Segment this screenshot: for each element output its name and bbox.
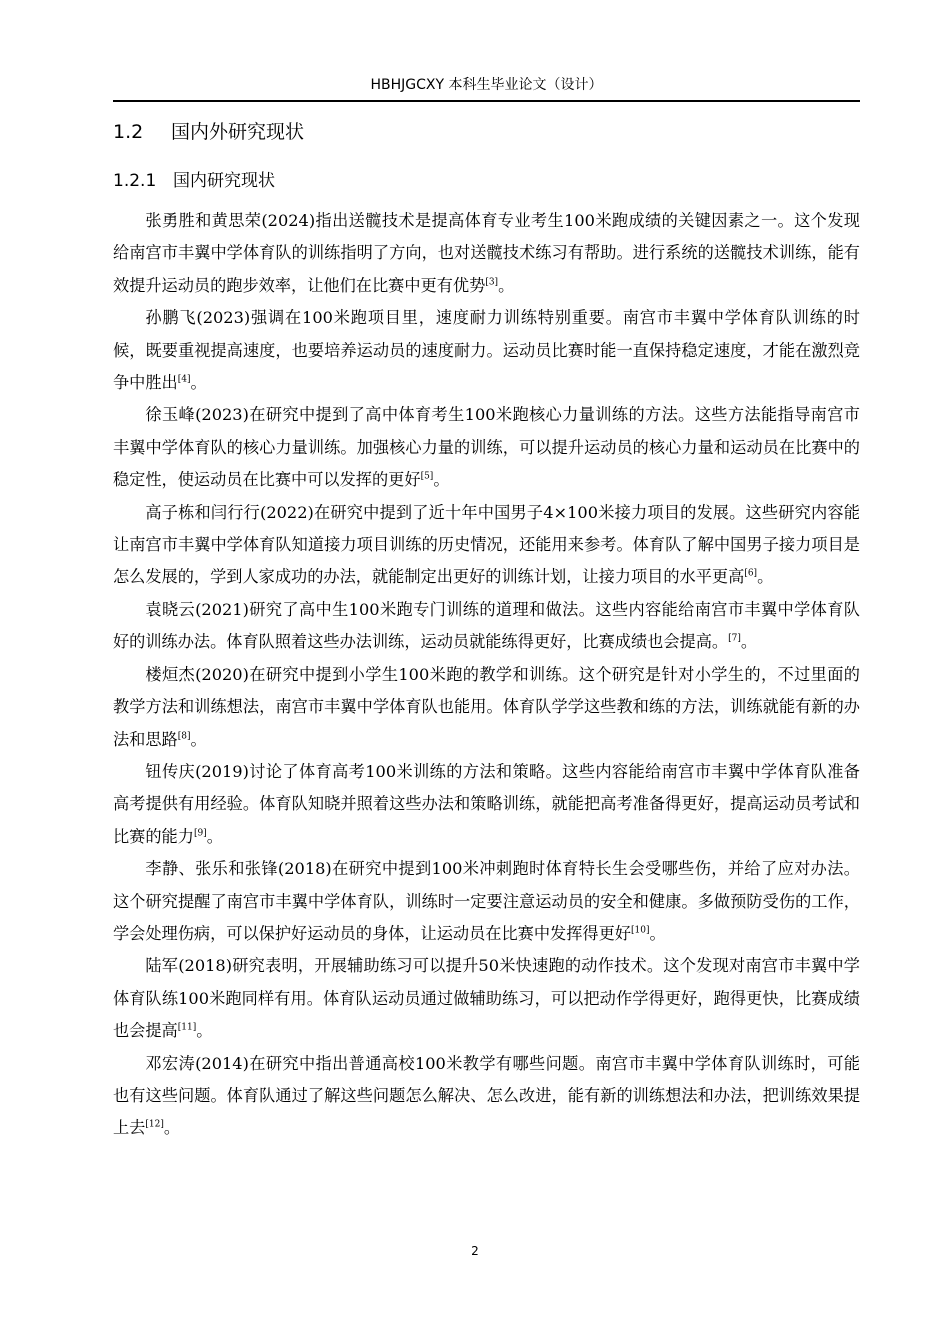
citation-ref: [3]: [485, 277, 499, 288]
paragraph-end: 。: [163, 1118, 181, 1138]
body-text: [113, 205, 860, 1145]
citation-ref: [7]: [728, 633, 741, 644]
header-rule: [113, 100, 860, 102]
paragraph-text: 高子栋和闫行行(2022)在研究中提到了近十年中国男子4×100米接力项目的发展。这些研究内容能让南宫市丰翼中学体育队知道接力项目训练的历史情况，还能用来参考。体育队了解中国男子接力项目是怎么发展的，学到人家成功的办法，就能制定出更好的训练计划，让接力项目的水平更高: [113, 502, 860, 587]
subsection-number: 1.2.1: [113, 171, 157, 191]
paragraph-text: 孙鹏飞(2023)强调在100米跑项目里，速度耐力训练特别重要。南宫市丰翼中学体育队训练的时候，既要重视提高速度，也要培养运动员的速度耐力。运动员比赛时能一直保持稳定速度，才能在激烈竞争中胜出: [113, 308, 860, 393]
paragraph: [113, 302, 860, 399]
citation-ref: [9]: [193, 828, 207, 839]
paragraph-end: 。: [190, 729, 207, 749]
page-number: 2: [471, 1244, 479, 1258]
citation-ref: [10]: [631, 925, 650, 936]
paragraph: [113, 659, 860, 756]
paragraph: [113, 1048, 860, 1145]
citation-ref: [5]: [420, 471, 434, 482]
citation-ref: [6]: [744, 569, 758, 580]
paragraph-text: 邓宏涛(2014)在研究中指出普通高校100米教学有哪些问题。南宫市丰翼中学体育队训练时，可能也有这些问题。体育队通过了解这些问题怎么解决、怎么改进，能有新的训练想法和办法，把训练效果提上去: [113, 1053, 860, 1138]
paragraph: [113, 756, 860, 853]
paragraph-end: 。: [740, 632, 758, 652]
paragraph: [113, 594, 860, 659]
paragraph-text: 钮传庆(2019)讨论了体育高考100米训练的方法和策略。这些内容能给南宫市丰翼中学体育队准备高考提供有用经验。体育队知晓并照着这些办法和策略训练，就能把高考准备得更好，提高运动员考试和比赛的能力: [113, 761, 860, 846]
section-heading: [113, 118, 304, 146]
subsection-heading: [113, 168, 275, 194]
paragraph-end: 。: [433, 470, 450, 490]
paragraph-end: 。: [649, 923, 666, 943]
citation-ref: [8]: [177, 731, 191, 742]
section-number: 1.2: [113, 121, 144, 143]
citation-ref: [4]: [177, 374, 191, 385]
paragraph-end: 。: [498, 275, 515, 295]
paragraph: [113, 950, 860, 1047]
paragraph: [113, 399, 860, 496]
paragraph-text: 袁晓云(2021)研究了高中生100米跑专门训练的道理和做法。这些内容能给南宫市丰翼中学体育队好的训练办法。体育队照着这些办法训练，运动员就能练得更好，比赛成绩也会提高。: [113, 599, 860, 652]
subsection-title: 国内研究现状: [173, 171, 275, 191]
paragraph-text: 陆军(2018)研究表明，开展辅助练习可以提升50米快速跑的动作技术。这个发现对南宫市丰翼中学体育队练100米跑同样有用。体育队运动员通过做辅助练习，可以把动作学得更好，跑得更快，比赛成绩也会提高: [113, 956, 860, 1041]
paragraph-end: 。: [206, 826, 223, 846]
paragraph-text: 张勇胜和黄思荣(2024)指出送髋技术是提高体育专业考生100米跑成绩的关键因素之一。这个发现给南宫市丰翼中学体育队的训练指明了方向，也对送髋技术练习有帮助。进行系统的送髋技术训练，能有效提升运动员的跑步效率，让他们在比赛中更有优势: [113, 211, 860, 295]
section-title: 国内外研究现状: [171, 121, 305, 143]
paragraph-end: 。: [190, 373, 207, 393]
paragraph: [113, 205, 860, 302]
paragraph-text: 李静、张乐和张锋(2018)在研究中提到100米冲刺跑时体育特长生会受哪些伤，并给了应对办法。这个研究提醒了南宫市丰翼中学体育队，训练时一定要注意运动员的安全和健康。多做预防受伤的工作，学会处理伤病，可以保护好运动员的身体，让运动员在比赛中发挥得更好: [113, 859, 860, 943]
citation-ref: [12]: [145, 1119, 164, 1130]
paragraph-text: 徐玉峰(2023)在研究中提到了高中体育考生100米跑核心力量训练的方法。这些方法能指导南宫市丰翼中学体育队的核心力量训练。加强核心力量的训练，可以提升运动员的核心力量和运动员在比赛中的稳定性，使运动员在比赛中可以发挥的更好: [113, 405, 860, 490]
paragraph-end: 。: [757, 567, 774, 587]
paragraph-end: 。: [196, 1021, 213, 1041]
page-header: HBHJGCXY 本科生毕业论文（设计）: [370, 77, 603, 93]
paragraph: [113, 853, 860, 950]
paragraph: [113, 497, 860, 594]
paragraph-text: 楼烜杰(2020)在研究中提到小学生100米跑的教学和训练。这个研究是针对小学生的，不过里面的教学方法和训练想法，南宫市丰翼中学体育队也能用。体育队学学这些教和练的方法，训练就能有新的办法和思路: [113, 664, 860, 749]
citation-ref: [11]: [177, 1022, 197, 1033]
